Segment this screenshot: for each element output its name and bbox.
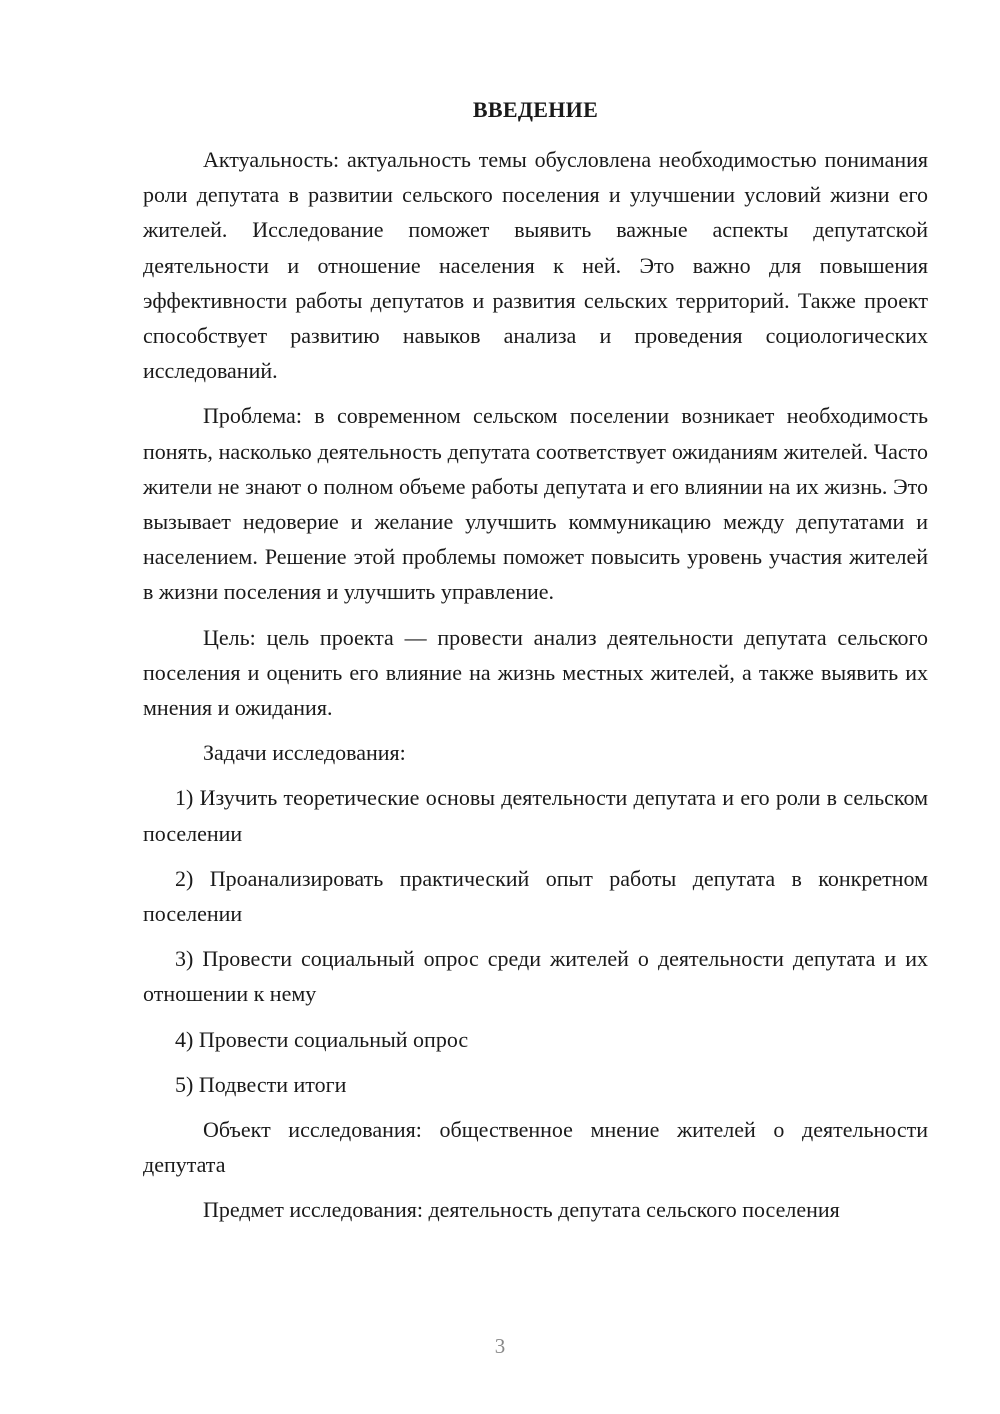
task-item-5: 5) Подвести итоги [175,1071,347,1097]
task-item-2: 2) Проанализировать практический опыт работы депутата в конкретном поселении [143,865,928,927]
tasks-heading: Задачи исследования: [203,740,406,766]
task-item-1: 1) Изучить теоретические основы деятельности депутата и его роли в сельском поселении [143,785,928,846]
page-title: ВВЕДЕНИЕ [472,97,599,122]
goal-paragraph: Цель: цель проекта — провести анализ деятельности депутата сельского поселения и оценить его влияние на жизнь местных жителей, а также выявить их мнения и ожидания. [143,624,928,721]
task-item-4: 4) Провести социальный опрос [175,1026,469,1052]
document-page [143,92,928,1238]
page-number: 3 [494,1334,506,1358]
problem-paragraph: Проблема: в современном сельском поселении возникает необходимость понять, насколько деятельность депутата соответствует ожиданиям жителей. Часто жители не знают о полном объеме работы депутата и его влиянии на их жизнь. Это вызывает недоверие и желание улучшить коммуникацию между депутатами и населением. Решение этой проблемы поможет повысить уровень участия жителей в жизни поселения и улучшить управление. [143,403,928,605]
subject-paragraph: Предмет исследования: деятельность депутата сельского поселения [203,1197,840,1223]
task-item-3: 3) Провести социальный опрос среди жителей о деятельности депутата и их отношении к нему [143,946,928,1007]
relevance-paragraph: Актуальность: актуальность темы обусловлена необходимостью понимания роли депутата в развитии сельского поселения и улучшении условий жизни его жителей. Исследование поможет выявить важные аспекты депутатской деятельности и отношение населения к ней. Это важно для повышения эффективности работы депутатов и развития сельских территорий. Также проект способствует развитию навыков анализа и проведения социологических исследований. [143,147,928,384]
object-paragraph: Объект исследования: общественное мнение жителей о деятельности депутата [143,1117,928,1178]
